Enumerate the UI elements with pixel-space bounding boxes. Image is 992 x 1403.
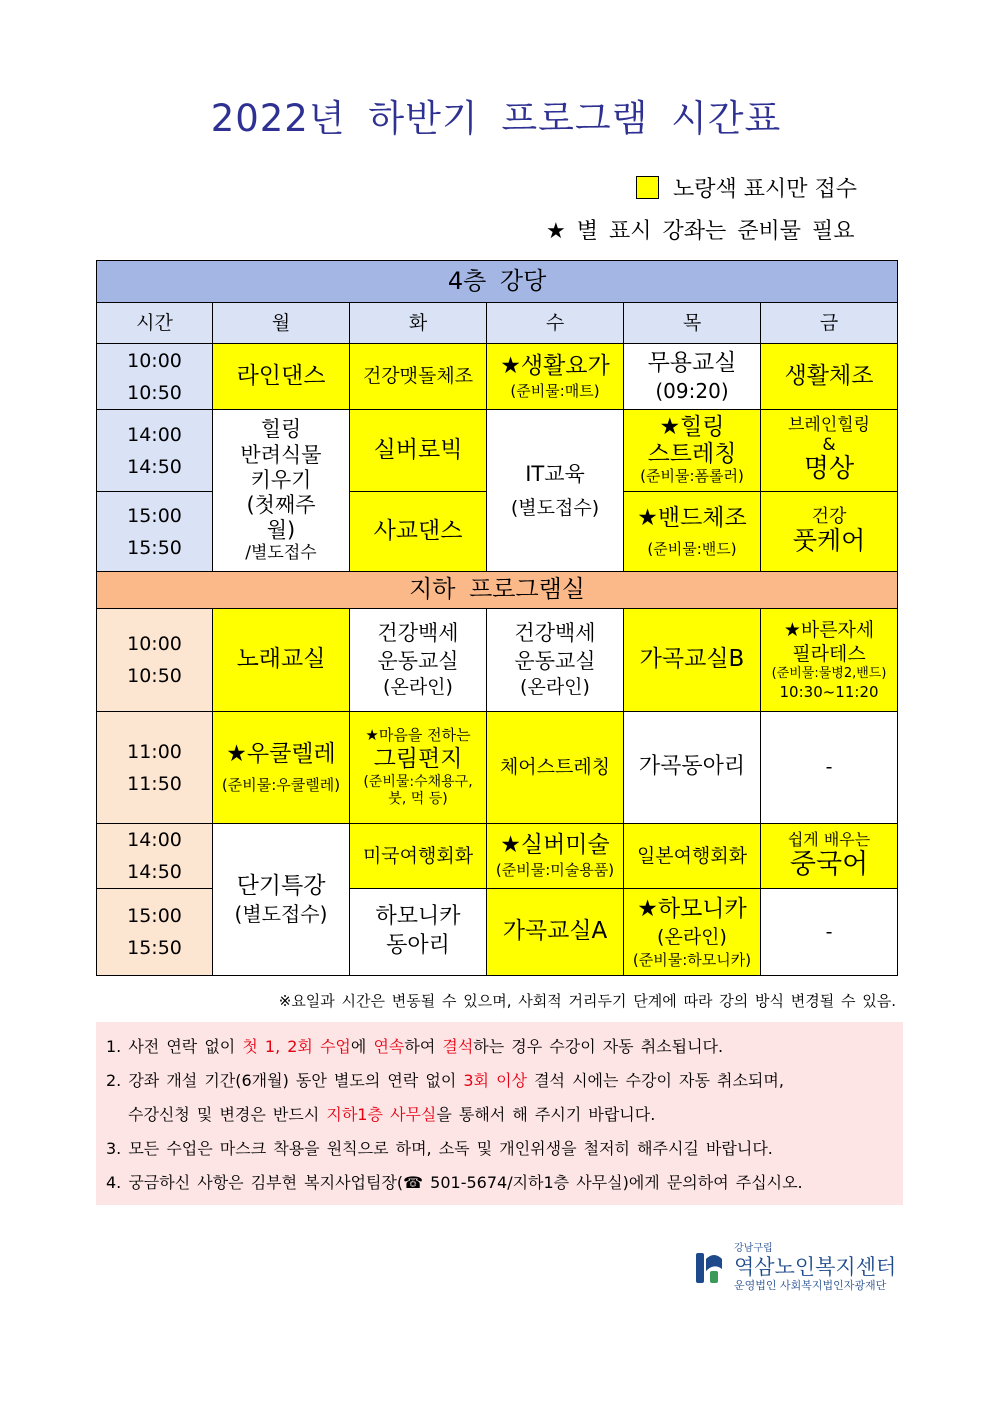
class-cell: 쉽게 배우는 중국어 <box>761 824 898 889</box>
notice-2: 2. 강좌 개설 기간(6개월) 동안 별도의 연락 없이 3회 이상 결석 시에는 수강이 자동 취소되며, <box>106 1071 784 1090</box>
center-logo-icon <box>692 1249 726 1287</box>
class-cell: 가곡교실B <box>624 609 761 712</box>
class-cell: 무용교실 (09:20) <box>624 344 761 410</box>
logo-name: 역삼노인복지센터 <box>734 1255 897 1279</box>
legend-yellow-text: 노랑색 표시만 접수 <box>673 177 858 202</box>
class-cell: 힐링 반려식물 키우기 (첫째주 월) /별도접수 <box>213 410 350 572</box>
class-cell: 가곡교실A <box>487 889 624 976</box>
center-logo <box>692 1243 896 1293</box>
class-cell: 노래교실 <box>213 609 350 712</box>
footnote: ※요일과 시간은 변동될 수 있으며, 사회적 거리두기 단계에 따라 강의 방식 변경될 수 있음. <box>278 992 896 1010</box>
class-cell: ★힐링 스트레칭 (준비물:폼롤러) <box>624 410 761 492</box>
class-cell: 브레인힐링 & 명상 <box>761 410 898 492</box>
section-title-basement: 지하 프로그램실 <box>97 572 898 609</box>
time-cell: 14:00 14:50 <box>97 410 213 492</box>
header-tue: 화 <box>350 303 487 344</box>
class-cell: 사교댄스 <box>350 492 487 572</box>
class-cell: ★우쿨렐레 (준비물:우쿨렐레) <box>213 712 350 824</box>
class-cell: 건강백세 운동교실 (온라인) <box>350 609 487 712</box>
class-cell: ★하모니카 (온라인) (준비물:하모니카) <box>624 889 761 976</box>
class-cell: - <box>761 889 898 976</box>
legend-star-text: ★ 별 표시 강좌는 준비물 필요 <box>546 219 855 244</box>
schedule-table <box>96 260 898 976</box>
class-cell: 생활체조 <box>761 344 898 410</box>
class-cell: - <box>761 712 898 824</box>
class-cell: ★바른자세 필라테스 (준비물:물병2,밴드) 10:30~11:20 <box>761 609 898 712</box>
time-cell: 15:00 15:50 <box>97 889 213 976</box>
class-cell: 일본여행회화 <box>624 824 761 889</box>
class-cell: 가곡동아리 <box>624 712 761 824</box>
notice-3: 3. 모든 수업은 마스크 착용을 원칙으로 하며, 소독 및 개인위생을 철저히 해주시길 바랍니다. <box>106 1139 773 1158</box>
class-cell: 실버로빅 <box>350 410 487 492</box>
class-cell: 단기특강 (별도접수) <box>213 824 350 976</box>
page-title: 2022년 하반기 프로그램 시간표 <box>210 97 782 140</box>
class-cell: 미국여행회화 <box>350 824 487 889</box>
header-mon: 월 <box>213 303 350 344</box>
header-wed: 수 <box>487 303 624 344</box>
time-cell: 15:00 15:50 <box>97 492 213 572</box>
class-cell: ★밴드체조 (준비물:밴드) <box>624 492 761 572</box>
class-cell: ★실버미술 (준비물:미술용품) <box>487 824 624 889</box>
class-cell: 체어스트레칭 <box>487 712 624 824</box>
header-fri: 금 <box>761 303 898 344</box>
class-cell: 하모니카 동아리 <box>350 889 487 976</box>
class-cell: ★생활요가 (준비물:매트) <box>487 344 624 410</box>
section-title-auditorium: 4층 강당 <box>97 261 898 303</box>
logo-operator: 운영법인 사회복지법인자광재단 <box>734 1279 887 1292</box>
header-time: 시간 <box>97 303 213 344</box>
header-thu: 목 <box>624 303 761 344</box>
class-cell: 건강백세 운동교실 (온라인) <box>487 609 624 712</box>
yellow-swatch-icon <box>636 176 659 199</box>
class-cell: 건강 풋케어 <box>761 492 898 572</box>
time-cell: 14:00 14:50 <box>97 824 213 889</box>
notice-2-cont: 수강신청 및 변경은 반드시 지하1층 사무실을 통해서 해 주시기 바랍니다. <box>128 1105 656 1124</box>
time-cell: 10:00 10:50 <box>97 344 213 410</box>
class-cell: 건강맷돌체조 <box>350 344 487 410</box>
notice-4: 4. 궁금하신 사항은 김부현 복지사업팀장(☎ 501-5674/지하1층 사무실)에게 문의하여 주십시오. <box>106 1173 803 1192</box>
notice-1: 1. 사전 연락 없이 첫 1, 2회 수업에 연속하여 결석하는 경우 수강이 자동 취소됩니다. <box>106 1037 724 1056</box>
class-cell: IT교육 (별도접수) <box>487 410 624 572</box>
notice-box <box>96 1022 903 1205</box>
time-cell: 10:00 10:50 <box>97 609 213 712</box>
legend-yellow <box>636 172 857 203</box>
time-cell: 11:00 11:50 <box>97 712 213 824</box>
class-cell: 라인댄스 <box>213 344 350 410</box>
logo-district: 강남구립 <box>734 1243 773 1254</box>
class-cell: ★마음을 전하는 그림편지 (준비물:수채용구, 붓, 먹 등) <box>350 712 487 824</box>
